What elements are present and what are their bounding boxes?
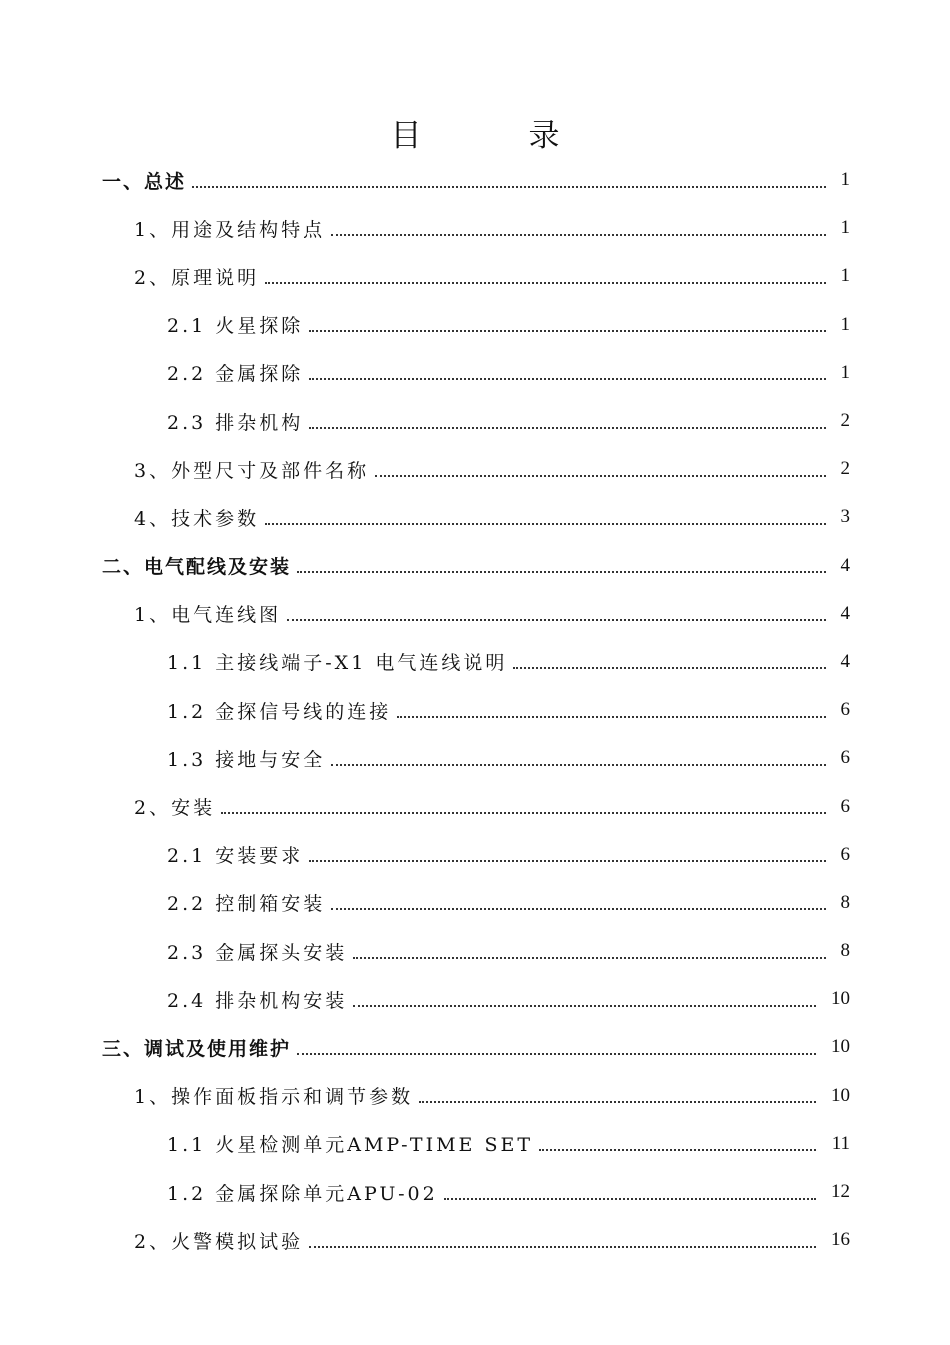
toc-entry-page-number: 12 [831, 1181, 850, 1203]
toc-entry[interactable] [0, 156, 950, 204]
toc-entry-page-number: 1 [840, 313, 850, 335]
toc-entry-leader-wrap [507, 660, 850, 663]
toc-entry[interactable] [0, 1023, 950, 1071]
toc-entry[interactable] [0, 927, 950, 975]
toc-entry-page-number: 4 [840, 650, 850, 672]
toc-entry-page-number: 2 [840, 410, 850, 432]
dot-leader [309, 377, 826, 380]
toc-entry[interactable] [0, 349, 950, 397]
table-of-contents [0, 156, 950, 1264]
dot-leader [221, 811, 826, 814]
toc-entry-leader-wrap [533, 1142, 850, 1145]
dot-leader [287, 618, 826, 621]
dot-leader [331, 907, 826, 910]
toc-title: 目 录 [390, 118, 598, 154]
toc-entry-leader-wrap [291, 564, 850, 567]
toc-entry-label: 二、电气配线及安装 [102, 556, 292, 579]
dot-leader [265, 522, 826, 525]
toc-entry[interactable] [0, 542, 950, 590]
dot-leader [192, 185, 826, 188]
toc-entry-leader-wrap [303, 1239, 850, 1242]
toc-entry-leader-wrap [303, 420, 850, 423]
dot-leader [513, 666, 826, 669]
toc-entry[interactable] [0, 831, 950, 879]
toc-entry-leader-wrap [413, 1094, 850, 1097]
dot-leader [297, 570, 826, 573]
toc-entry-page-number: 10 [831, 988, 850, 1010]
dot-leader [309, 1245, 816, 1248]
toc-entry-leader-wrap [325, 227, 850, 230]
dot-leader [309, 859, 826, 862]
dot-leader [539, 1148, 816, 1151]
toc-entry[interactable] [0, 445, 950, 493]
toc-entry[interactable] [0, 975, 950, 1023]
toc-entry-leader-wrap [438, 1191, 850, 1194]
toc-entry-label: 2、原理说明 [134, 266, 260, 289]
toc-entry-leader-wrap [281, 612, 850, 615]
toc-entry-label: 一、总述 [102, 170, 187, 193]
toc-entry[interactable] [0, 1216, 950, 1264]
toc-entry-leader-wrap [259, 516, 850, 519]
dot-leader [419, 1100, 816, 1103]
toc-entry[interactable] [0, 686, 950, 734]
toc-entry[interactable] [0, 204, 950, 252]
toc-entry-label: 1.2 金探信号线的连接 [167, 700, 392, 723]
toc-entry-label: 2、安装 [134, 797, 216, 820]
toc-entry-page-number: 1 [840, 169, 850, 191]
dot-leader [331, 233, 826, 236]
toc-entry-label: 1、电气连线图 [134, 604, 282, 627]
toc-entry-page-number: 11 [831, 1132, 850, 1154]
toc-entry-label: 1、用途及结构特点 [134, 218, 326, 241]
toc-entry-label: 三、调试及使用维护 [102, 1037, 292, 1060]
toc-entry-page-number: 16 [831, 1229, 850, 1251]
toc-entry-page-number: 1 [840, 361, 850, 383]
dot-leader [309, 329, 826, 332]
toc-entry-leader-wrap [391, 709, 850, 712]
dot-leader [375, 474, 826, 477]
dot-leader [309, 426, 826, 429]
toc-entry-leader-wrap [186, 179, 850, 182]
toc-entry-label: 1.2 金属探除单元APU-02 [167, 1182, 438, 1205]
toc-entry-label: 2、火警模拟试验 [134, 1230, 304, 1253]
toc-entry-leader-wrap [215, 805, 850, 808]
toc-entry-label: 1.1 火星检测单元AMP-TIME SET [167, 1134, 534, 1157]
toc-entry-label: 1.1 主接线端子-X1 电气连线说明 [167, 652, 508, 675]
toc-entry-label: 2.4 排杂机构安装 [167, 989, 348, 1012]
toc-entry-page-number: 6 [840, 747, 850, 769]
toc-entry-page-number: 8 [840, 940, 850, 962]
toc-entry-label: 2.3 排杂机构 [167, 411, 304, 434]
dot-leader [353, 956, 826, 959]
dot-leader [297, 1052, 816, 1055]
toc-entry-page-number: 1 [840, 265, 850, 287]
toc-entry-page-number: 3 [840, 506, 850, 528]
dot-leader [353, 1004, 816, 1007]
toc-entry-page-number: 6 [840, 699, 850, 721]
toc-entry-leader-wrap [303, 323, 850, 326]
toc-entry-page-number: 6 [840, 795, 850, 817]
toc-entry[interactable] [0, 879, 950, 927]
dot-leader [265, 281, 826, 284]
toc-entry[interactable] [0, 782, 950, 830]
toc-entry[interactable] [0, 638, 950, 686]
dot-leader [331, 763, 826, 766]
toc-entry-leader-wrap [369, 468, 850, 471]
toc-entry[interactable] [0, 301, 950, 349]
toc-entry-leader-wrap [325, 901, 850, 904]
toc-entry-page-number: 2 [840, 458, 850, 480]
toc-entry-label: 2.2 控制箱安装 [167, 893, 326, 916]
toc-entry[interactable] [0, 493, 950, 541]
dot-leader [397, 715, 826, 718]
toc-entry-label: 3、外型尺寸及部件名称 [134, 459, 370, 482]
toc-entry-label: 4、技术参数 [134, 507, 260, 530]
toc-entry-page-number: 4 [840, 554, 850, 576]
toc-entry-leader-wrap [303, 853, 850, 856]
toc-entry-leader-wrap [291, 1046, 850, 1049]
toc-entry[interactable] [0, 1120, 950, 1168]
toc-entry-leader-wrap [303, 371, 850, 374]
toc-entry-label: 1、操作面板指示和调节参数 [134, 1086, 414, 1109]
toc-entry[interactable] [0, 590, 950, 638]
toc-entry-label: 2.1 安装要求 [167, 845, 304, 868]
toc-entry[interactable] [0, 252, 950, 300]
toc-entry-label: 2.2 金属探除 [167, 363, 304, 386]
toc-entry-page-number: 1 [840, 217, 850, 239]
toc-entry[interactable] [0, 734, 950, 782]
toc-entry-label: 2.3 金属探头安装 [167, 941, 348, 964]
toc-entry-label: 1.3 接地与安全 [167, 748, 326, 771]
toc-entry-label: 2.1 火星探除 [167, 315, 304, 338]
dot-leader [444, 1197, 816, 1200]
toc-entry-page-number: 4 [840, 602, 850, 624]
toc-entry-leader-wrap [347, 998, 850, 1001]
toc-entry[interactable] [0, 1168, 950, 1216]
toc-entry-page-number: 8 [840, 891, 850, 913]
toc-entry[interactable] [0, 1072, 950, 1120]
toc-entry-leader-wrap [325, 757, 850, 760]
toc-entry-page-number: 6 [840, 843, 850, 865]
toc-entry-page-number: 10 [831, 1084, 850, 1106]
toc-entry-page-number: 10 [831, 1036, 850, 1058]
toc-entry-leader-wrap [347, 950, 850, 953]
toc-entry-leader-wrap [259, 275, 850, 278]
toc-entry[interactable] [0, 397, 950, 445]
